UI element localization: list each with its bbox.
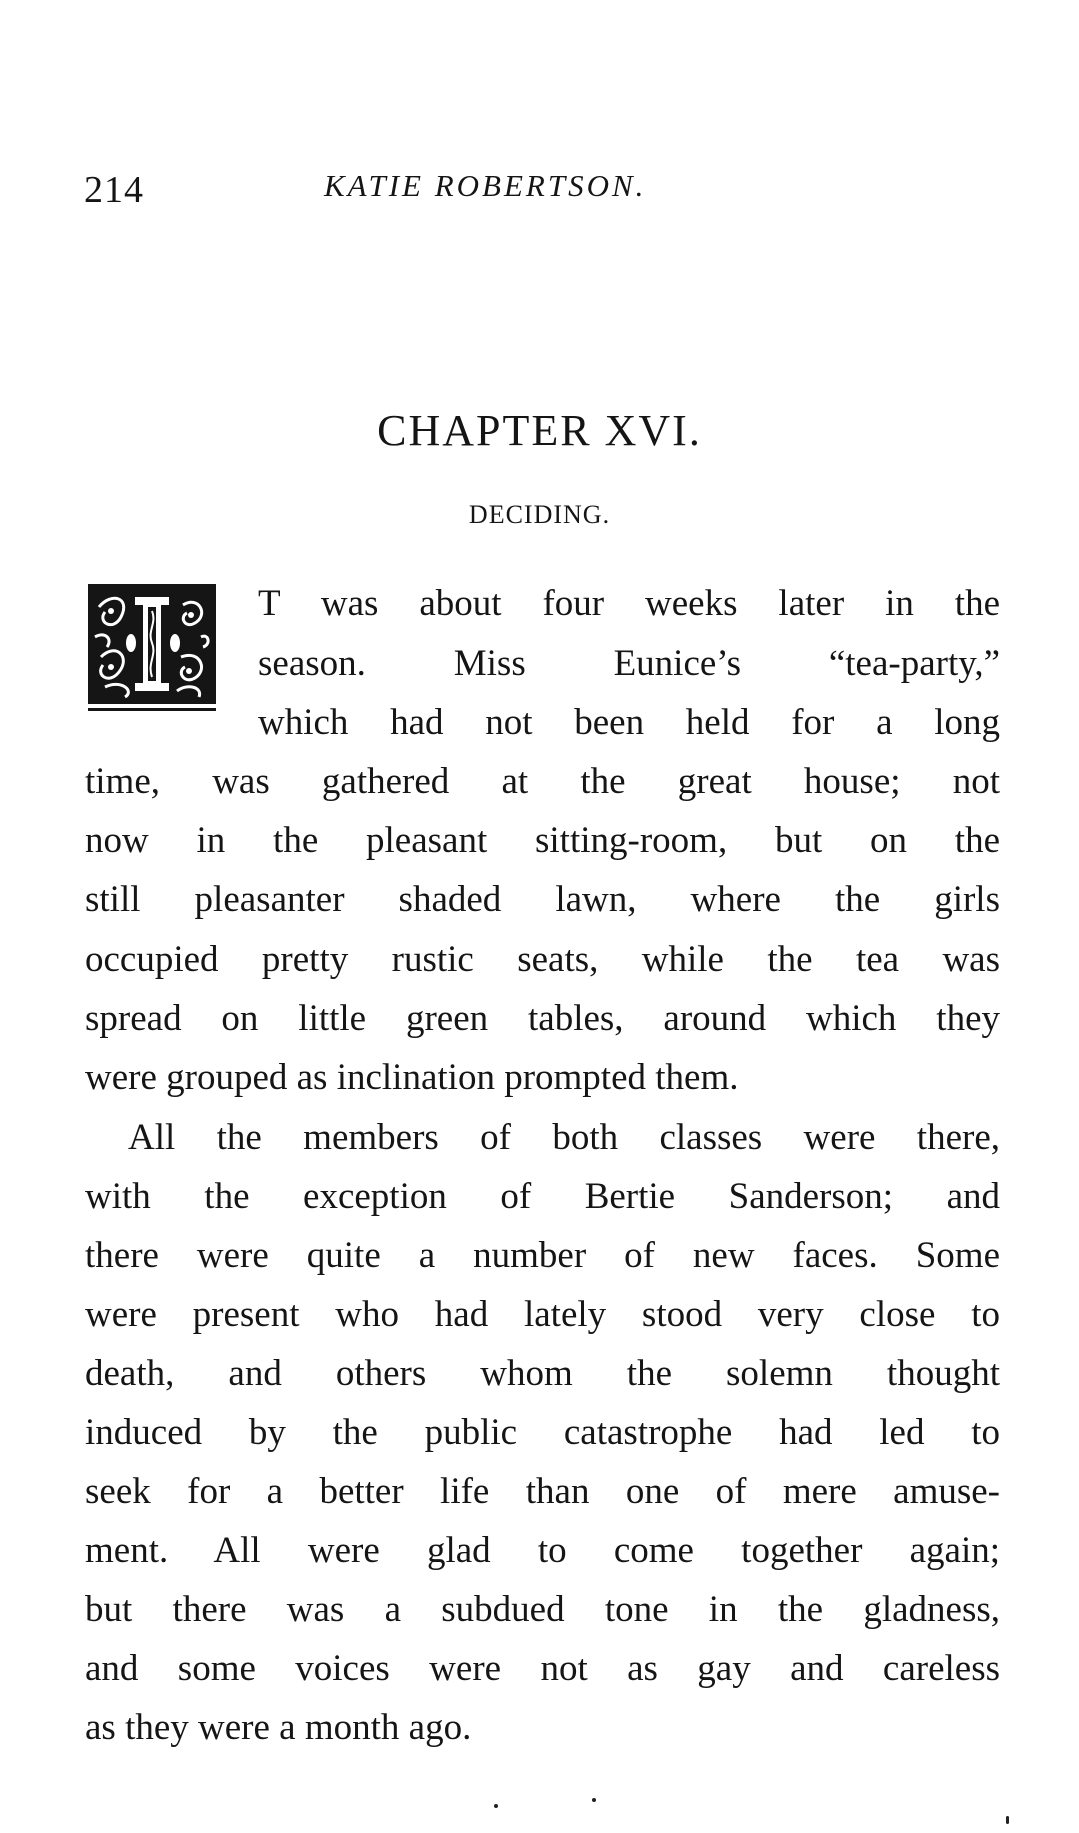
print-specks (0, 1790, 1079, 1830)
text-line: still pleasanter shaded lawn, where the girls (85, 879, 1000, 920)
text-line: with the exception of Bertie Sanderson; and (85, 1176, 1000, 1217)
text-line: T was about four weeks later in the (258, 583, 1000, 624)
speck-mark (592, 1798, 596, 1802)
text-line: All the members of both classes were there, (128, 1117, 1000, 1158)
text-line: now in the pleasant sitting-room, but on the (85, 820, 1000, 861)
running-head (84, 168, 1004, 218)
text-line: spread on little green tables, around which they (85, 998, 1000, 1039)
text-line: season. Miss Eunice’s “tea-party,” (258, 643, 1000, 684)
drop-cap-rule (88, 708, 216, 711)
text-line: which had not been held for a long (258, 702, 1000, 743)
text-line: ment. All were glad to come together again; (85, 1530, 1000, 1571)
text-line: and some voices were not as gay and careless (85, 1648, 1000, 1689)
chapter-subtitle: DECIDING. (468, 500, 611, 529)
chapter-title: CHAPTER XVI. (377, 406, 702, 455)
text-line: were grouped as inclination prompted them. (85, 1057, 739, 1098)
text-line: time, was gathered at the great house; not (85, 761, 1000, 802)
speck-mark (494, 1804, 498, 1808)
text-line: occupied pretty rustic seats, while the tea was (85, 939, 1000, 980)
text-line: were present who had lately stood very close to (85, 1294, 1000, 1335)
speck-mark (1006, 1816, 1009, 1824)
drop-cap-ornament-icon (88, 584, 216, 704)
text-line: but there was a subdued tone in the gladness, (85, 1589, 1000, 1630)
text-line: seek for a better life than one of mere amuse- (85, 1471, 1000, 1512)
page-number: 214 (84, 169, 144, 211)
running-title: KATIE ROBERTSON. (324, 168, 647, 203)
text-line: as they were a month ago. (85, 1707, 472, 1748)
text-line: induced by the public catastrophe had led to (85, 1412, 1000, 1453)
text-line: death, and others whom the solemn thought (85, 1353, 1000, 1394)
text-line: there were quite a number of new faces. Some (85, 1235, 1000, 1276)
